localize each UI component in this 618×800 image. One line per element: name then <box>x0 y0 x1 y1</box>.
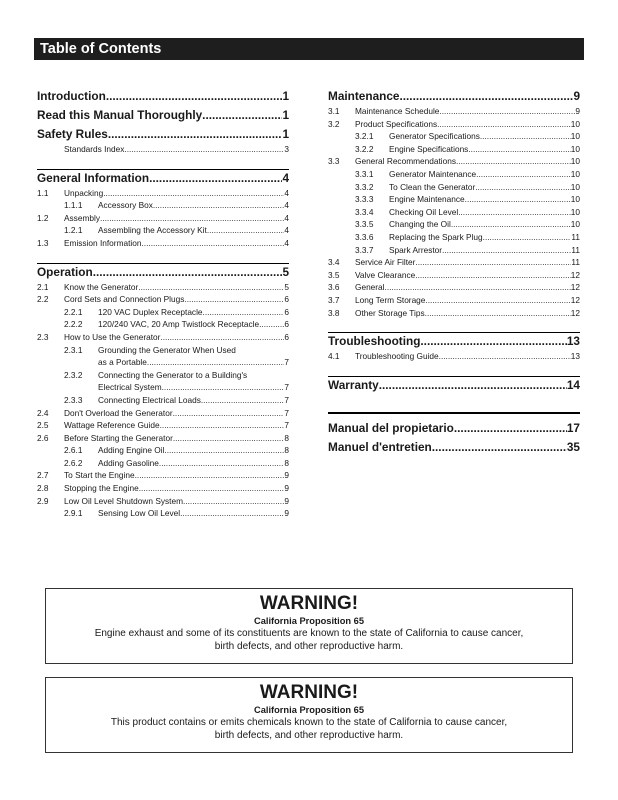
toc-page-number: 10 <box>570 168 580 179</box>
toc-entry-title: Emission Information <box>64 237 142 248</box>
toc-subsubsection-entry[interactable] <box>37 369 289 382</box>
toc-entry-number: 2.8 <box>37 483 49 494</box>
toc-subsection-entry[interactable] <box>328 155 580 168</box>
toc-subsection-entry[interactable] <box>37 281 289 294</box>
dot-leader <box>173 407 285 420</box>
toc-entry-number: 2.3.2 <box>64 369 83 380</box>
toc-page-number: 4 <box>284 225 289 236</box>
toc-subsection-entry[interactable] <box>37 331 289 344</box>
toc-entry-title: Generator Specifications <box>389 131 480 142</box>
toc-entry-number: 3.3 <box>328 156 340 167</box>
dot-leader <box>164 444 284 457</box>
toc-entry-title: Wattage Reference Guide <box>64 420 160 431</box>
toc-entry-number: 2.3.1 <box>64 344 83 355</box>
toc-entry-title: Assembling the Accessory Kit <box>98 225 207 236</box>
toc-subsection-entry[interactable] <box>37 187 289 200</box>
toc-entry-number: 3.2 <box>328 118 340 129</box>
toc-page-number: 5 <box>284 281 289 292</box>
toc-subsection-entry[interactable] <box>328 350 580 363</box>
dot-leader <box>432 439 567 456</box>
toc-entry-number: 3.7 <box>328 294 340 305</box>
dot-leader <box>180 507 284 520</box>
toc-entry-title: Changing the Oil <box>389 219 451 230</box>
toc-entry-title: Adding Engine Oil <box>98 445 165 456</box>
toc-entry-number: 3.3.6 <box>355 231 374 242</box>
toc-entry-title: Sensing Low Oil Level <box>98 508 181 519</box>
warning-box-exhaust <box>45 588 573 664</box>
toc-entry-number: 3.6 <box>328 282 340 293</box>
toc-page-number: 6 <box>284 319 289 330</box>
toc-entry-title: Replacing the Spark Plug <box>389 231 483 242</box>
toc-subsubsection-entry[interactable] <box>328 193 580 206</box>
toc-entry-number: 2.4 <box>37 407 49 418</box>
dot-leader <box>415 269 571 282</box>
toc-entry-title: Unpacking <box>64 187 104 198</box>
toc-page-number: 13 <box>570 351 580 362</box>
toc-subsection-entry[interactable] <box>37 407 289 420</box>
spacer <box>328 363 580 376</box>
toc-entry-title: Grounding the Generator When Used <box>98 344 236 355</box>
warning-subtitle: California Proposition 65 <box>253 705 365 715</box>
toc-entry-title: Spark Arrestor <box>389 244 443 255</box>
toc-section-entry[interactable] <box>328 376 580 394</box>
toc-page-number: 9 <box>284 508 289 519</box>
toc-section-entry[interactable] <box>37 88 289 105</box>
warning-box-chemicals <box>45 677 573 753</box>
toc-subsection-entry[interactable] <box>328 294 580 307</box>
toc-entry-title: Long Term Storage <box>355 294 426 305</box>
toc-subsection-entry[interactable] <box>37 495 289 508</box>
toc-subsubsection-entry[interactable] <box>37 306 289 319</box>
toc-section-entry[interactable] <box>37 126 289 143</box>
toc-entry-title: Valve Clearance <box>355 269 416 280</box>
dot-leader <box>124 143 284 156</box>
toc-page-number: 5 <box>282 264 289 279</box>
toc-page-number: 4 <box>284 212 289 223</box>
toc-entry-title: Stopping the Engine <box>64 483 139 494</box>
toc-entry-title: 120/240 VAC, 20 Amp Twistlock Receptacle <box>98 319 260 330</box>
dot-leader <box>465 193 571 206</box>
toc-page-number: 10 <box>570 156 580 167</box>
toc-section-entry[interactable] <box>328 420 580 437</box>
dot-leader <box>183 495 284 508</box>
toc-entry-number: 3.2.1 <box>355 131 374 142</box>
toc-entry-title: General Information <box>37 170 150 185</box>
dot-leader <box>456 155 571 168</box>
toc-subsubsection-entry[interactable] <box>37 344 289 357</box>
toc-entry-title: Read this Manual Thoroughly <box>37 108 203 122</box>
toc-page-number: 6 <box>284 306 289 317</box>
toc-subsubsection-entry[interactable] <box>328 244 580 257</box>
toc-subsubsection-entry[interactable] <box>37 199 289 212</box>
warning-text-line1: This product contains or emits chemicals known to the state of California to cause cancer, <box>110 717 508 728</box>
spacer <box>328 319 580 332</box>
toc-page-number: 12 <box>570 269 580 280</box>
toc-entry-number: 2.2 <box>37 294 49 305</box>
toc-subsection-entry[interactable] <box>37 469 289 482</box>
toc-page-number: 4 <box>284 187 289 198</box>
toc-entry-title: Troubleshooting Guide <box>355 351 439 362</box>
dot-leader <box>483 231 572 244</box>
toc-page-number: 9 <box>575 106 580 116</box>
dot-leader <box>451 218 571 231</box>
dot-leader <box>425 294 570 307</box>
toc-page-number: 4 <box>284 237 289 248</box>
toc-entry-number: 1.2.1 <box>64 225 83 236</box>
toc-entry-number: 2.3 <box>37 331 49 342</box>
toc-entry-title: Cord Sets and Connection Plugs <box>64 294 185 305</box>
dot-leader <box>103 187 284 200</box>
dot-leader <box>153 199 285 212</box>
toc-entry-continuation[interactable] <box>37 356 289 369</box>
dot-leader <box>173 432 285 445</box>
toc-subsubsection-entry[interactable] <box>328 168 580 181</box>
toc-entry-title: Before Starting the Generator <box>64 432 173 443</box>
toc-page-number: 9 <box>284 470 289 481</box>
toc-subsubsection-entry[interactable] <box>328 143 580 156</box>
toc-entry-number: 3.3.5 <box>355 219 374 230</box>
dot-leader <box>442 244 571 257</box>
dot-leader <box>201 394 285 407</box>
toc-entry-title: 120 VAC Duplex Receptacle <box>98 306 203 317</box>
dot-leader <box>139 482 285 495</box>
toc-section-entry[interactable] <box>328 88 580 105</box>
dot-leader <box>259 318 284 331</box>
dot-leader <box>420 333 566 350</box>
toc-page-number: 10 <box>570 181 580 192</box>
toc-entry-title: Maintenance <box>328 89 400 103</box>
toc-subsubsection-entry[interactable] <box>37 224 289 237</box>
spacer <box>328 394 580 412</box>
toc-entry-number: 2.6.1 <box>64 445 83 456</box>
toc-page-number: 1 <box>282 89 289 103</box>
toc-page-number: 12 <box>570 307 580 318</box>
toc-page-number: 10 <box>570 219 580 230</box>
toc-subsection-entry[interactable] <box>37 482 289 495</box>
toc-entry-title: How to Use the Generator <box>64 331 161 342</box>
dot-leader <box>202 107 282 124</box>
toc-entry-title: To Start the Engine <box>64 470 135 481</box>
toc-subsubsection-entry[interactable] <box>37 143 289 156</box>
toc-page-number: 13 <box>566 334 580 349</box>
toc-entry-title: Engine Maintenance <box>389 194 465 205</box>
dot-leader <box>439 350 571 363</box>
toc-subsection-entry[interactable] <box>37 419 289 432</box>
warning-text-line2: birth defects, and other reproductive harm. <box>214 641 404 652</box>
toc-page-number: 1 <box>282 108 289 122</box>
toc-entry-number: 2.6 <box>37 432 49 443</box>
toc-subsubsection-entry[interactable] <box>328 130 580 143</box>
toc-page-number: 17 <box>566 420 580 435</box>
toc-entry-title: Product Specifications <box>355 118 438 129</box>
toc-entry-title: Troubleshooting <box>328 334 421 349</box>
toc-page-number: 35 <box>566 439 580 454</box>
toc-entry-title: Know the Generator <box>64 281 139 292</box>
dot-leader <box>385 281 571 294</box>
toc-entry-title: Generator Maintenance <box>389 168 477 179</box>
toc-entry-title: To Clean the Generator <box>389 181 476 192</box>
toc-page-number: 9 <box>284 495 289 506</box>
toc-page-number: 7 <box>284 420 289 431</box>
toc-left-column <box>37 88 289 520</box>
toc-subsection-entry[interactable] <box>328 281 580 294</box>
toc-page-number: 10 <box>570 118 580 129</box>
toc-subsubsection-entry[interactable] <box>37 457 289 470</box>
dot-leader <box>475 181 571 194</box>
toc-entry-number: 1.3 <box>37 237 49 248</box>
dot-leader <box>160 331 284 344</box>
toc-entry-number: 2.1 <box>37 281 49 292</box>
toc-page-number: 8 <box>284 457 289 468</box>
dot-leader <box>399 88 573 105</box>
dot-leader <box>480 130 571 143</box>
toc-page-number: 1 <box>282 127 289 141</box>
dot-leader <box>468 143 570 156</box>
toc-entry-title: Manual del propietario <box>328 420 454 435</box>
toc-entry-number: 3.3.1 <box>355 168 374 179</box>
toc-page-number: 12 <box>570 282 580 293</box>
toc-page-number: 11 <box>571 244 580 255</box>
toc-entry-title: Don't Overload the Generator <box>64 407 173 418</box>
toc-page-number: 14 <box>566 377 580 392</box>
spacer <box>37 250 289 263</box>
toc-entry-title: Introduction <box>37 89 106 103</box>
toc-subsubsection-entry[interactable] <box>328 206 580 219</box>
toc-entry-number: 1.1 <box>37 187 49 198</box>
dot-leader <box>93 264 283 281</box>
toc-page-number: 7 <box>284 407 289 418</box>
dot-leader <box>138 281 284 294</box>
toc-entry-title: Checking Oil Level <box>389 206 459 217</box>
spacer <box>37 156 289 169</box>
dot-leader <box>379 377 567 394</box>
toc-entry-number: 3.5 <box>328 269 340 280</box>
toc-page-number: 6 <box>284 331 289 342</box>
dot-leader <box>203 306 285 319</box>
toc-entry-title: Engine Specifications <box>389 143 469 154</box>
dot-leader <box>458 206 571 219</box>
toc-subsubsection-entry[interactable] <box>328 218 580 231</box>
toc-section-entry[interactable] <box>37 107 289 124</box>
toc-entry-number: 3.3.4 <box>355 206 374 217</box>
toc-entry-number: 4.1 <box>328 351 340 362</box>
toc-entry-title: Maintenance Schedule <box>355 106 440 116</box>
toc-entry-title: General <box>355 282 385 293</box>
toc-page-number: 10 <box>570 143 580 154</box>
dot-leader <box>184 293 284 306</box>
toc-entry-title: Accessory Box <box>98 200 153 211</box>
toc-entry-number: 3.4 <box>328 257 340 268</box>
toc-entry-number: 2.9.1 <box>64 508 83 519</box>
toc-entry-number: 2.9 <box>37 495 49 506</box>
toc-entry-title: Connecting the Generator to a Building's <box>98 369 248 380</box>
toc-entry-title: Standards Index <box>64 144 125 154</box>
toc-entry-number: 2.5 <box>37 420 49 431</box>
toc-subsubsection-entry[interactable] <box>37 318 289 331</box>
dot-leader <box>162 381 285 394</box>
dot-leader <box>476 168 571 181</box>
toc-page-number: 11 <box>571 257 580 268</box>
toc-page-number: 7 <box>284 357 289 368</box>
toc-subsubsection-entry[interactable] <box>328 181 580 194</box>
dot-leader <box>160 419 285 432</box>
toc-subsubsection-entry[interactable] <box>328 231 580 244</box>
toc-page-number: 7 <box>284 394 289 405</box>
toc-entry-number: 2.2.1 <box>64 306 83 317</box>
toc-entry-title: General Recommendations <box>355 156 456 167</box>
warning-title: WARNING! <box>259 593 359 614</box>
toc-entry-title: Manuel d'entretien <box>328 439 432 454</box>
toc-title: Table of Contents <box>40 41 162 57</box>
toc-page-number: 3 <box>284 144 289 154</box>
toc-page-number: 8 <box>284 445 289 456</box>
toc-page-number: 10 <box>570 194 580 205</box>
toc-section-entry[interactable] <box>37 263 289 281</box>
toc-entry-number: 2.6.2 <box>64 457 83 468</box>
toc-entry-number: 3.3.2 <box>355 181 374 192</box>
toc-entry-title: Other Storage Tips <box>355 307 425 318</box>
dot-leader <box>147 356 284 369</box>
toc-subsection-entry[interactable] <box>328 118 580 131</box>
toc-subsubsection-entry[interactable] <box>37 394 289 407</box>
toc-entry-continuation[interactable] <box>37 381 289 394</box>
toc-section-entry[interactable] <box>37 169 289 187</box>
dot-leader <box>437 118 571 131</box>
dot-leader <box>106 88 283 105</box>
dot-leader <box>108 126 283 143</box>
toc-entry-title: Safety Rules <box>37 127 108 141</box>
toc-entry-number: 3.8 <box>328 307 340 318</box>
toc-page-number: 8 <box>284 432 289 443</box>
toc-right-column <box>328 88 580 456</box>
toc-subsection-entry[interactable] <box>328 269 580 282</box>
dot-leader <box>439 105 575 118</box>
dot-leader <box>149 170 282 187</box>
toc-page-number: 11 <box>571 231 580 242</box>
toc-entry-number: 2.2.2 <box>64 319 83 330</box>
toc-entry-number: 1.1.1 <box>64 200 83 211</box>
toc-entry-title: Operation <box>37 264 93 279</box>
toc-entry-title: Adding Gasoline <box>98 457 159 468</box>
dot-leader <box>425 307 571 320</box>
toc-subsection-entry[interactable] <box>37 293 289 306</box>
warning-text-line1: Engine exhaust and some of its constituents are known to the state of California to cause cancer, <box>94 628 524 639</box>
warning-text-line2: birth defects, and other reproductive harm. <box>214 730 404 741</box>
toc-page-number: 10 <box>570 131 580 142</box>
toc-entry-number: 1.2 <box>37 212 49 223</box>
toc-header-bar <box>34 38 584 60</box>
toc-entry-title: Connecting Electrical Loads <box>98 394 201 405</box>
toc-entry-title-continued: as a Portable <box>98 357 147 368</box>
toc-page-number: 4 <box>284 200 289 211</box>
toc-entry-number: 2.3.3 <box>64 394 83 405</box>
toc-entry-number: 2.7 <box>37 470 49 481</box>
toc-subsubsection-entry[interactable] <box>37 507 289 520</box>
toc-entry-title-continued: Electrical System <box>98 382 162 393</box>
toc-entry-title: Warranty <box>328 377 379 392</box>
toc-entry-title: Service Air Filter <box>355 257 416 268</box>
toc-section-entry[interactable] <box>328 332 580 350</box>
dot-leader <box>454 420 567 437</box>
toc-entry-number: 3.3.3 <box>355 194 374 205</box>
dot-leader <box>207 224 285 237</box>
toc-entry-number: 3.3.7 <box>355 244 374 255</box>
dot-leader <box>100 212 284 225</box>
toc-subsection-entry[interactable] <box>328 105 580 118</box>
dot-leader <box>415 256 571 269</box>
toc-page-number: 4 <box>282 170 289 185</box>
toc-subsection-entry[interactable] <box>37 432 289 445</box>
toc-subsection-entry[interactable] <box>37 237 289 250</box>
toc-page-number: 12 <box>570 294 580 305</box>
dot-leader <box>141 237 284 250</box>
toc-page-number: 6 <box>284 294 289 305</box>
toc-subsection-entry[interactable] <box>37 212 289 225</box>
toc-entry-number: 3.2.2 <box>355 143 374 154</box>
toc-page-number: 9 <box>284 483 289 494</box>
warning-subtitle: California Proposition 65 <box>253 616 365 626</box>
toc-subsection-entry[interactable] <box>328 307 580 320</box>
toc-entry-title: Low Oil Level Shutdown System <box>64 495 183 506</box>
warning-title: WARNING! <box>259 682 359 703</box>
toc-subsubsection-entry[interactable] <box>37 444 289 457</box>
toc-section-entry[interactable] <box>328 439 580 456</box>
toc-page-number: 9 <box>573 89 580 103</box>
toc-entry-number: 3.1 <box>328 106 340 116</box>
dot-leader <box>135 469 285 482</box>
dot-leader <box>159 457 284 470</box>
toc-entry-title: Assembly <box>64 212 100 223</box>
toc-subsection-entry[interactable] <box>328 256 580 269</box>
toc-page-number: 7 <box>284 382 289 393</box>
toc-page-number: 10 <box>570 206 580 217</box>
